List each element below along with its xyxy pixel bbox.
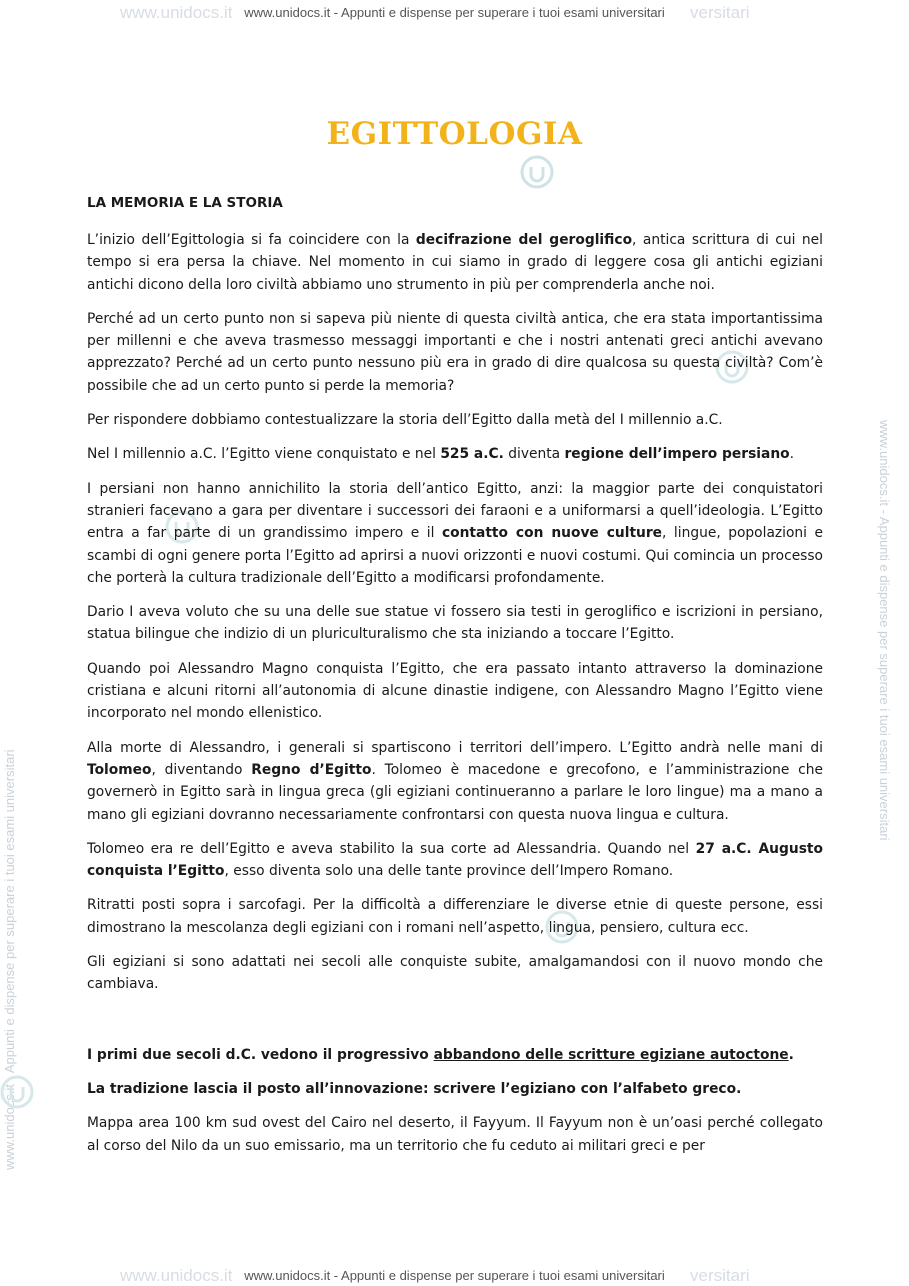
spacer [87, 1008, 823, 1044]
paragraph-5: I persiani non hanno annichilito la storia dell’antico Egitto, anzi: la maggior parte dei conquistatori stranieri facevano a gara per diventare i successori dei faraoni e a uniformarsi a quell’ideologia. L’Egitto entra a far parte di un grandissimo impero e il contatto con nuove culture, lingue, popolazioni e scambi di ogni genere porta l’Egitto ad aprirsi a nuovi orizzonti e nuovi costumi. Qui comincia un processo che porterà la cultura tradizionale dell’Egitto a modificarsi profondamente. [87, 480, 823, 586]
watermark-top: www.unidocs.it [120, 3, 233, 22]
unidocs-logo-icon [520, 155, 554, 189]
paragraph-1: L’inizio dell’Egittologia si fa coincidere con la decifrazione del geroglifico, antica scrittura di cui nel tempo si era persa la chiave. Nel momento in cui siamo in grado di leggere cosa gli antichi egiziani antichi dicono della loro civiltà abbiamo uno strumento in più per comprenderla anche noi. [87, 232, 823, 293]
unidocs-logo-icon [0, 1075, 34, 1109]
page-title: EGITTOLOGIA [326, 116, 583, 152]
watermark-bottom: www.unidocs.it [120, 1266, 233, 1285]
paragraph-11: Gli egiziani si sono adattati nei secoli alle conquiste subite, amalgamandosi con il nuovo mondo che cambiava. [87, 954, 823, 993]
paragraph-6: Dario I aveva voluto che su una delle sue statue vi fossero sia testi in geroglifico e iscrizioni in persiano, statua bilingue che indizio di un pluriculturalismo che sta iniziando a toccare l’Egitto. [87, 604, 823, 643]
paragraph-3: Per rispondere dobbiamo contestualizzare la storia dell’Egitto dalla metà del I millennio a.C. [87, 412, 723, 429]
paragraph-12: I primi due secoli d.C. vedono il progressivo abbandono delle scritture egiziane autoctone. [87, 1046, 794, 1063]
paragraph-8: Alla morte di Alessandro, i generali si spartiscono i territori dell’impero. L’Egitto andrà nelle mani di Tolomeo, diventando Regno d’Egitto. Tolomeo è macedone e grecofono, e l’amministrazione che governerò in Egitto sarà in lingua greca (gli egiziani continueranno a parlare le loro lingue) ma a mano a mano gli egiziani dovranno necessariamente confrontarsi con questa nuova lingua e cultura. [87, 739, 823, 823]
page-header[interactable]: www.unidocs.it - Appunti e dispense per superare i tuoi esami universitari [244, 5, 665, 20]
page-footer[interactable]: www.unidocs.it - Appunti e dispense per superare i tuoi esami universitari [244, 1268, 665, 1283]
document-body [87, 192, 823, 1169]
paragraph-2: Perché ad un certo punto non si sapeva più niente di questa civiltà antica, che era stata importantissima per millenni e che aveva trasmesso messaggi importanti e che i nostri antenati greci antichi avevano apprezzato? Perché ad un certo punto nessuno più era in grado di dire qualcosa su questa civiltà? Com’è possibile che ad un certo punto si perde la memoria? [87, 310, 823, 394]
watermark-vertical-left: www.unidocs.it - Appunti e dispense per superare i tuoi esami universitari [2, 749, 17, 1170]
watermark-top-right: versitari [690, 3, 750, 22]
paragraph-14: Mappa area 100 km sud ovest del Cairo nel deserto, il Fayyum. Il Fayyum non è un’oasi perché collegato al corso del Nilo da un suo emissario, ma un territorio che fu ceduto ai militari greci e per [87, 1115, 823, 1154]
section-heading: LA MEMORIA E LA STORIA [87, 195, 283, 211]
watermark-bottom-right: versitari [690, 1266, 750, 1285]
watermark-vertical-right: www.unidocs.it - Appunti e dispense per superare i tuoi esami universitari [877, 420, 892, 841]
paragraph-10: Ritratti posti sopra i sarcofagi. Per la difficoltà a differenziare le diverse etnie di queste persone, essi dimostrano la mescolanza degli egiziani con i romani nell’aspetto, lingua, pensiero, cultura ecc. [87, 897, 823, 936]
paragraph-13: La tradizione lascia il posto all’innovazione: scrivere l’egiziano con l’alfabeto greco. [87, 1080, 742, 1097]
paragraph-4: Nel I millennio a.C. l’Egitto viene conquistato e nel 525 a.C. diventa regione dell’impero persiano. [87, 446, 795, 463]
paragraph-9: Tolomeo era re dell’Egitto e aveva stabilito la sua corte ad Alessandria. Quando nel 27 a.C. Augusto conquista l’Egitto, esso diventa solo una delle tante province dell’Impero Romano. [87, 840, 823, 880]
paragraph-7: Quando poi Alessandro Magno conquista l’Egitto, che era passato intanto attraverso la dominazione cristiana e alcuni ritorni all’autonomia di alcune dinastie indigene, con Alessandro Magno l’Egitto viene incorporato nel mondo ellenistico. [87, 660, 823, 722]
